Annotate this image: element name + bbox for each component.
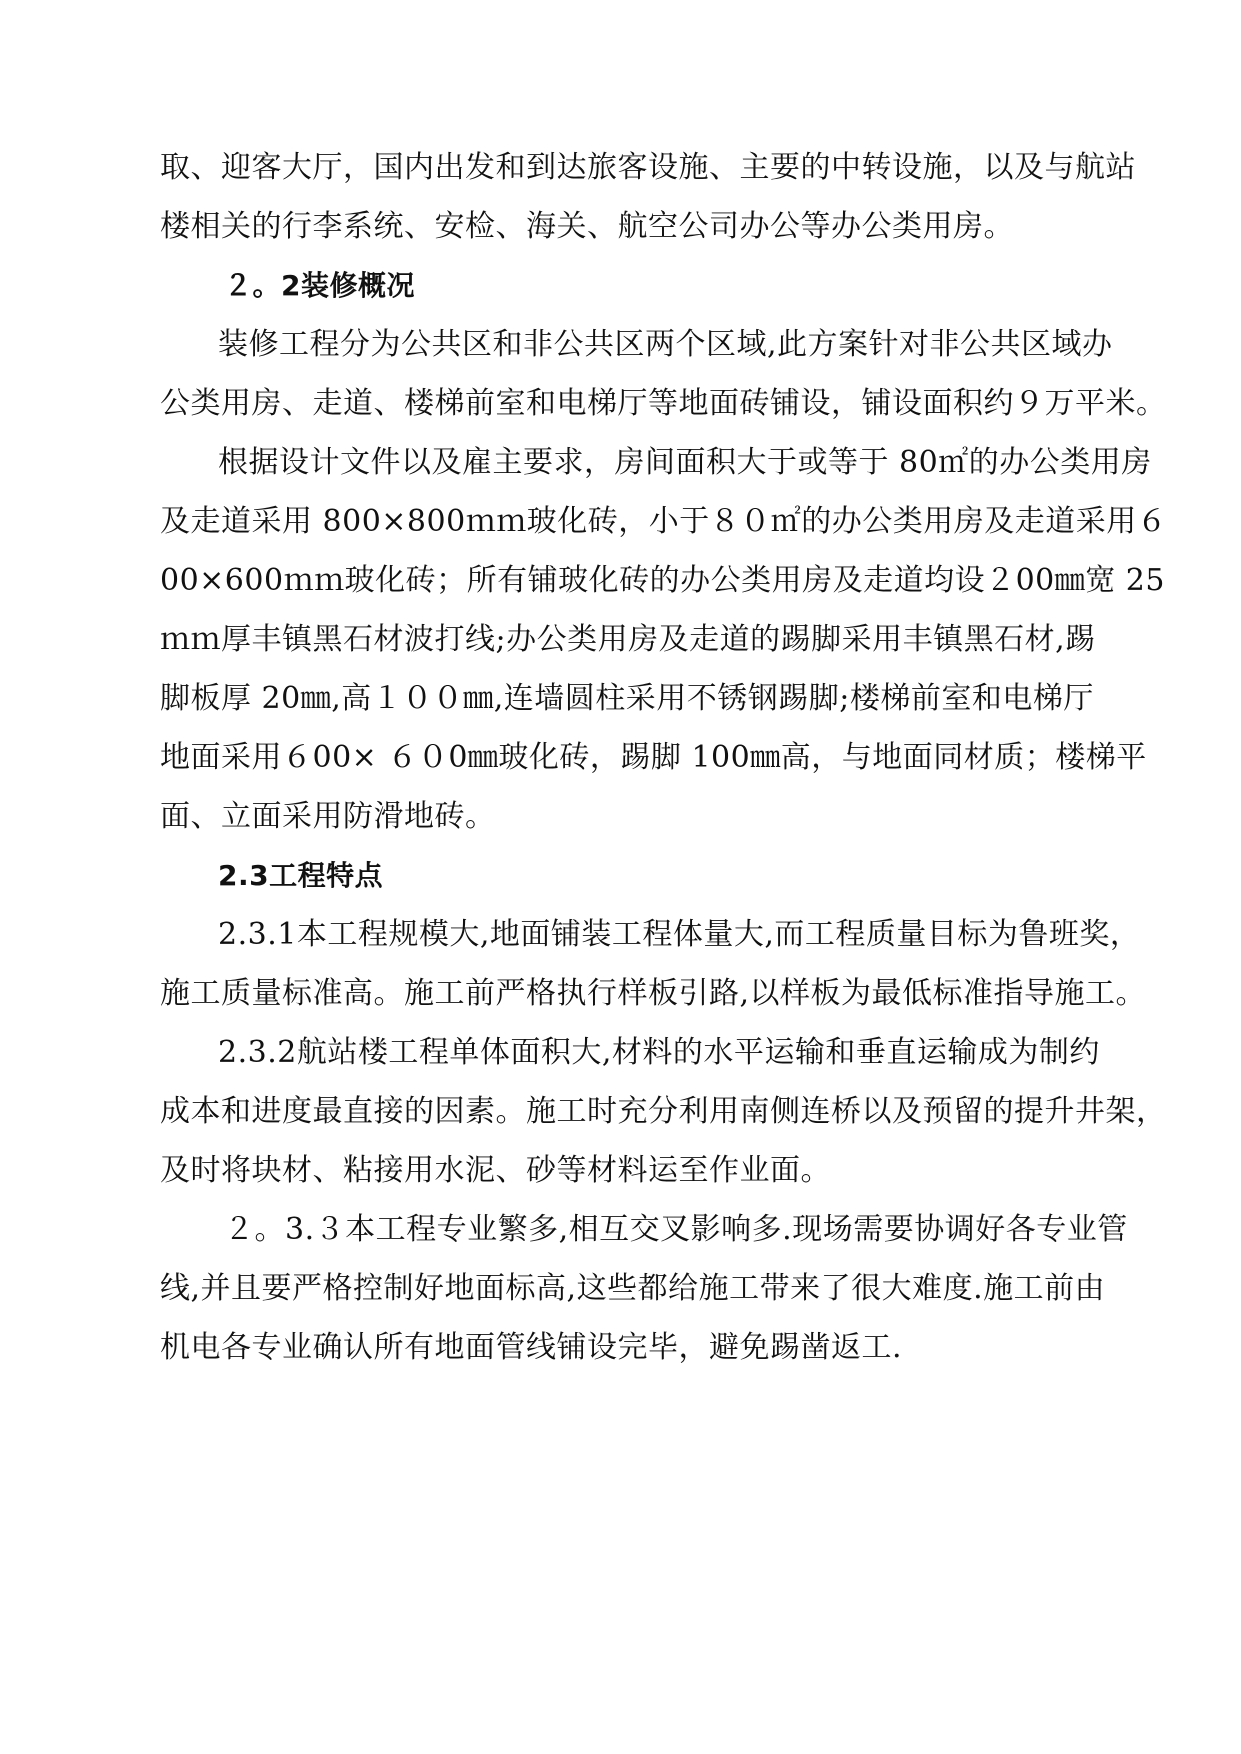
text-line: 成本和进度最直接的因素。施工时充分利用南侧连桥以及预留的提升井架， — [160, 1094, 1167, 1129]
text-line: 楼相关的行李系统、安检、海关、航空公司办公等办公类用房。 — [160, 209, 1014, 244]
text-line: 根据设计文件以及雇主要求，房间面积大于或等于 80㎡的办公类用房 — [218, 445, 1152, 480]
text-line: 取、迎客大厅，国内出发和到达旅客设施、主要的中转设施，以及与航站 — [160, 150, 1136, 185]
text-line: 公类用房、走道、楼梯前室和电梯厅等地面砖铺设，铺设面积约９万平米。 — [160, 386, 1167, 421]
section-heading: 2.3工程特点 — [218, 859, 384, 892]
text-line: 地面采用６00× ６０0㎜玻化砖，踢脚 100㎜高，与地面同材质；楼梯平 — [160, 740, 1147, 775]
text-line: 及时将块材、粘接用水泥、砂等材料运至作业面。 — [160, 1153, 831, 1188]
text-line: ｍｍ厚丰镇黑石材波打线;办公类用房及走道的踢脚采用丰镇黑石材,踢 — [160, 622, 1096, 657]
text-line: 脚板厚 20㎜,高１００㎜,连墙圆柱采用不锈钢踢脚;楼梯前室和电梯厅 — [160, 681, 1094, 716]
text-line: 及走道采用 800×800ｍｍ玻化砖，小于８０㎡的办公类用房及走道采用６ — [160, 504, 1168, 539]
text-line: 00×600ｍｍ玻化砖；所有铺玻化砖的办公类用房及走道均设２00㎜宽 25 — [160, 563, 1165, 598]
text-line: 机电各专业确认所有地面管线铺设完毕，避免踢凿返工. — [160, 1330, 903, 1365]
text-line: 线,并且要严格控制好地面标高,这些都给施工带来了很大难度.施工前由 — [160, 1271, 1106, 1306]
text-line: 面、立面采用防滑地砖。 — [160, 799, 496, 834]
section-heading: ２。2装修概况 — [224, 269, 415, 302]
text-line: ２。3.３本工程专业繁多,相互交叉影响多.现场需要协调好各专业管 — [224, 1212, 1128, 1247]
text-line: 装修工程分为公共区和非公共区两个区域,此方案针对非公共区域办 — [218, 327, 1113, 362]
text-line: 2.3.1本工程规模大,地面铺装工程体量大,而工程质量目标为鲁班奖， — [218, 917, 1141, 952]
text-line: 施工质量标准高。施工前严格执行样板引路,以样板为最低标准指导施工。 — [160, 976, 1147, 1011]
text-line: 2.3.2航站楼工程单体面积大,材料的水平运输和垂直运输成为制约 — [218, 1035, 1100, 1070]
